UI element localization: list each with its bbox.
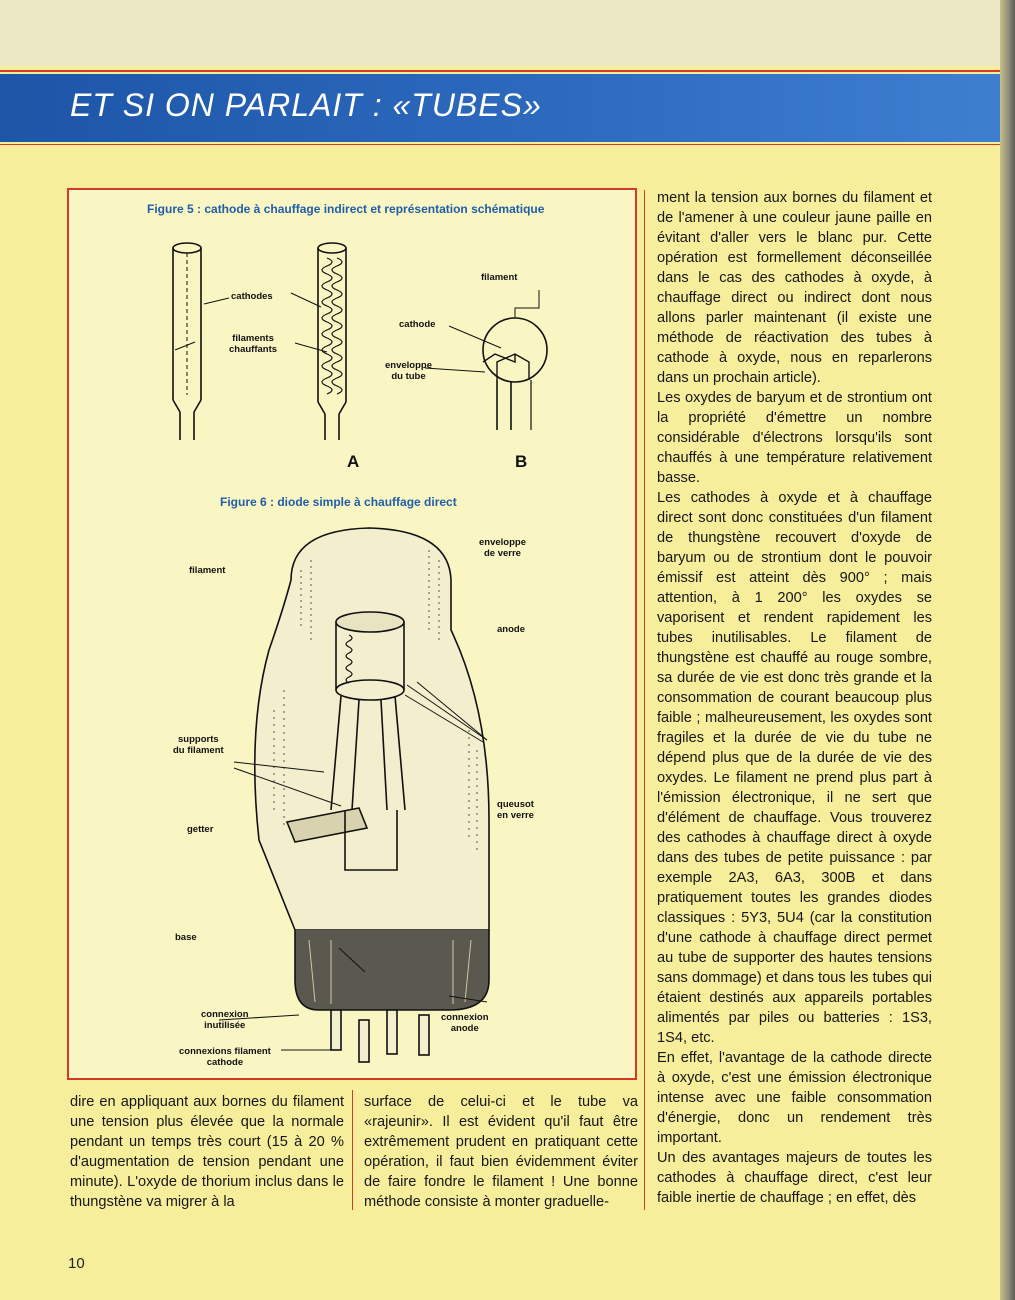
- paragraph: Les oxydes de baryum et de strontium ont la propriété d'émettre un nombre considérable d'électrons lorsqu'ils sont chauffés à une température relativement basse.: [657, 390, 932, 486]
- paragraph: En effet, l'avantage de la cathode directe à oxyde, c'est une émission électronique intense avec une faible consommation d'énergie, donc un rendement très important.: [657, 1050, 932, 1146]
- figure-5-illustration: [69, 190, 637, 490]
- section-title: ET SI ON PARLAIT : «TUBES»: [70, 87, 542, 123]
- header-rule-bottom: [0, 144, 1015, 145]
- column-divider-1: [352, 1090, 353, 1210]
- label-filament-schematic: filament: [481, 272, 518, 283]
- figure-5-label-b: B: [515, 452, 528, 471]
- text-column-2: surface de celui-ci et le tube va «rajeunir». Il est évident qu'il faut être extrêmement prudent en pratiquant cette opération, il faut bien évidemment éviter de faire fondre le filament ! Une bonne méthode consiste à monter graduelle-: [364, 1094, 638, 1210]
- page-top-margin: [0, 0, 1015, 66]
- label-enveloppe-verre: enveloppe de verre: [479, 537, 526, 559]
- figure-6-title: Figure 6 : diode simple à chauffage direct: [220, 495, 457, 509]
- section-banner: [0, 74, 1005, 142]
- column-divider-2: [644, 190, 645, 1210]
- paragraph: Les cathodes à oxyde et à chauffage direct sont donc constituées d'un filament de thungstène recouvert d'oxyde de baryum ou de strontium dont le pouvoir émissif est atteint dès 900° ; mais attention, à 1 200° les oxydes se vaporisent et rendent rapidement les tubes inutilisables. Le filament de thungstène est chauffé au rouge sombre, sa durée de vie est donc très grande et la consommation de courant beaucoup plus faible ; malheureusement, les oxydes sont fragiles et la durée de vie du tube ne dépend plus que de la durée de vie des oxydes. Le filament ne prend plus part à l'émission électronique, il ne sert que d'élément de chauffage. Vous trouverez des cathodes à chauffage direct à oxyde dans des tubes de petite puissance : par exemple 2A3, 6A3, 300B et dans pratiquement toutes les grandes diodes classiques : 5Y3, 5U4 (car la constitution d'une cathode à chauffage direct permet au tube de supporter des hautes tensions sans dommage) et dans tous les tubes qui étaient destinés aux appareils portables alimentés par piles ou batteries : 1S3, 1S4, etc.: [657, 490, 932, 1046]
- figure-5-label-a: A: [347, 452, 360, 471]
- paragraph: Un des avantages majeurs de toutes les cathodes à chauffage direct, c'est leur faible inertie de chauffage ; en effet, dès: [657, 1150, 932, 1206]
- label-getter: getter: [187, 824, 214, 835]
- label-base: base: [175, 932, 197, 943]
- header-rule: [0, 70, 1015, 72]
- paragraph: ment la tension aux bornes du filament et de l'amener à une couleur jaune paille en évitant d'aller vers le blanc pur. Cette opération est formellement déconseillée dans le cas des cathodes à oxyde, à chauffage direct ou indirect dont nous allons parler maintenant (il existe une méthode de réactivation des tubes à cathode à oxyde, nous en reparlerons dans un prochain article).: [657, 190, 932, 386]
- text-column-1: dire en appliquant aux bornes du filament une tension plus élevée que la normale pendant un temps très court (15 à 20 % d'augmentation de tension pendant une minute). L'oxyde de thorium inclus dans le thungstène va migrer à la: [70, 1094, 344, 1210]
- label-cathode-schematic: cathode: [399, 319, 436, 330]
- label-connexion-anode: connexion anode: [441, 1012, 489, 1034]
- label-supports-filament: supports du filament: [173, 734, 224, 756]
- label-cathodes: cathodes: [231, 291, 273, 302]
- figure-box: [67, 188, 637, 1080]
- figure-6-illustration: [69, 510, 637, 1080]
- label-connexion-inutilisee: connexion inutilisée: [201, 1009, 249, 1031]
- label-filament-diode: filament: [189, 565, 226, 576]
- label-anode: anode: [497, 624, 525, 635]
- text-column-3: [657, 188, 932, 1208]
- page-spine-edge: [1000, 0, 1015, 1300]
- label-queusot: queusot en verre: [497, 799, 534, 821]
- label-enveloppe-tube: enveloppe du tube: [385, 360, 432, 382]
- label-filaments-chauffants: filaments chauffants: [229, 333, 278, 355]
- figure-5-title: Figure 5 : cathode à chauffage indirect et représentation schématique: [147, 202, 545, 216]
- label-connexions-filament-cathode: connexions filament cathode: [179, 1046, 271, 1068]
- page-number: 10: [68, 1255, 85, 1272]
